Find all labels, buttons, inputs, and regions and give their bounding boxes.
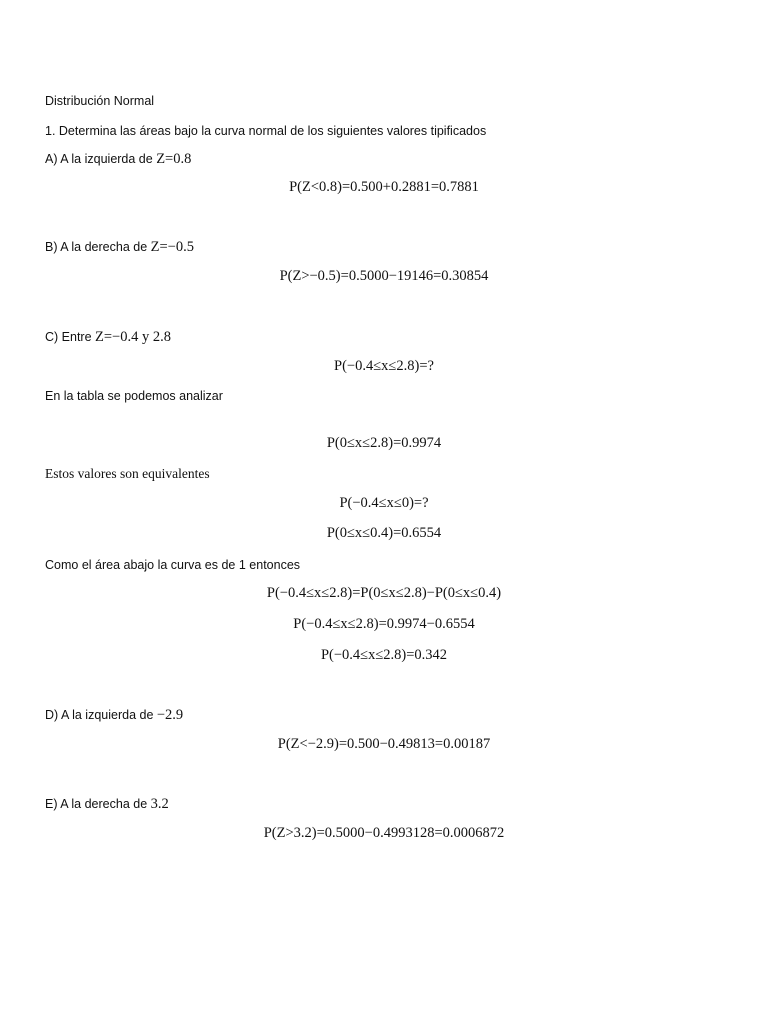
item-c-note-3: Como el área abajo la curva es de 1 entonces <box>45 558 301 572</box>
item-b-label-text: B) A la derecha de <box>45 240 151 254</box>
item-a-value: Z=0.8 <box>156 151 192 167</box>
item-a-label <box>45 152 191 167</box>
item-b-equation: P(Z>−0.5)=0.5000−19146=0.30854 <box>279 268 489 284</box>
item-e-equation: P(Z>3.2)=0.5000−0.4993128=0.0006872 <box>263 825 505 841</box>
item-c-note-2: Estos valores son equivalentes <box>45 466 210 481</box>
item-d-equation: P(Z<−2.9)=0.500−0.49813=0.00187 <box>277 736 491 752</box>
item-b-value: Z=−0.5 <box>150 239 194 255</box>
item-c-value: Z=−0.4 y 2.8 <box>95 329 171 345</box>
item-e-value: 3.2 <box>150 796 169 812</box>
item-e-label-text: E) A la derecha de <box>45 797 151 811</box>
item-a-label-text: A) A la izquierda de <box>45 152 157 166</box>
item-c-equation-3: P(−0.4≤x≤0)=? <box>339 495 429 511</box>
item-e-label <box>45 797 169 812</box>
item-a-equation: P(Z<0.8)=0.500+0.2881=0.7881 <box>289 179 479 195</box>
item-d-label <box>45 708 183 723</box>
item-b-label <box>45 240 194 255</box>
document-title: Distribución Normal <box>45 94 155 108</box>
item-c-label <box>45 330 171 345</box>
item-c-equation-6: P(−0.4≤x≤2.8)=0.9974−0.6554 <box>293 616 475 632</box>
item-d-value: −2.9 <box>156 707 184 723</box>
item-c-equation-5: P(−0.4≤x≤2.8)=P(0≤x≤2.8)−P(0≤x≤0.4) <box>266 585 502 601</box>
item-c-equation-4: P(0≤x≤0.4)=0.6554 <box>326 525 442 541</box>
item-c-label-text: C) Entre <box>45 330 96 344</box>
item-c-equation-1: P(−0.4≤x≤2.8)=? <box>334 358 434 374</box>
question-1: 1. Determina las áreas bajo la curva normal de los siguientes valores tipificados <box>45 124 487 138</box>
item-d-label-text: D) A la izquierda de <box>45 708 157 722</box>
item-c-equation-7: P(−0.4≤x≤2.8)=0.342 <box>320 647 448 663</box>
item-c-equation-2: P(0≤x≤2.8)=0.9974 <box>326 435 442 451</box>
item-c-note-1: En la tabla se podemos analizar <box>45 389 223 403</box>
